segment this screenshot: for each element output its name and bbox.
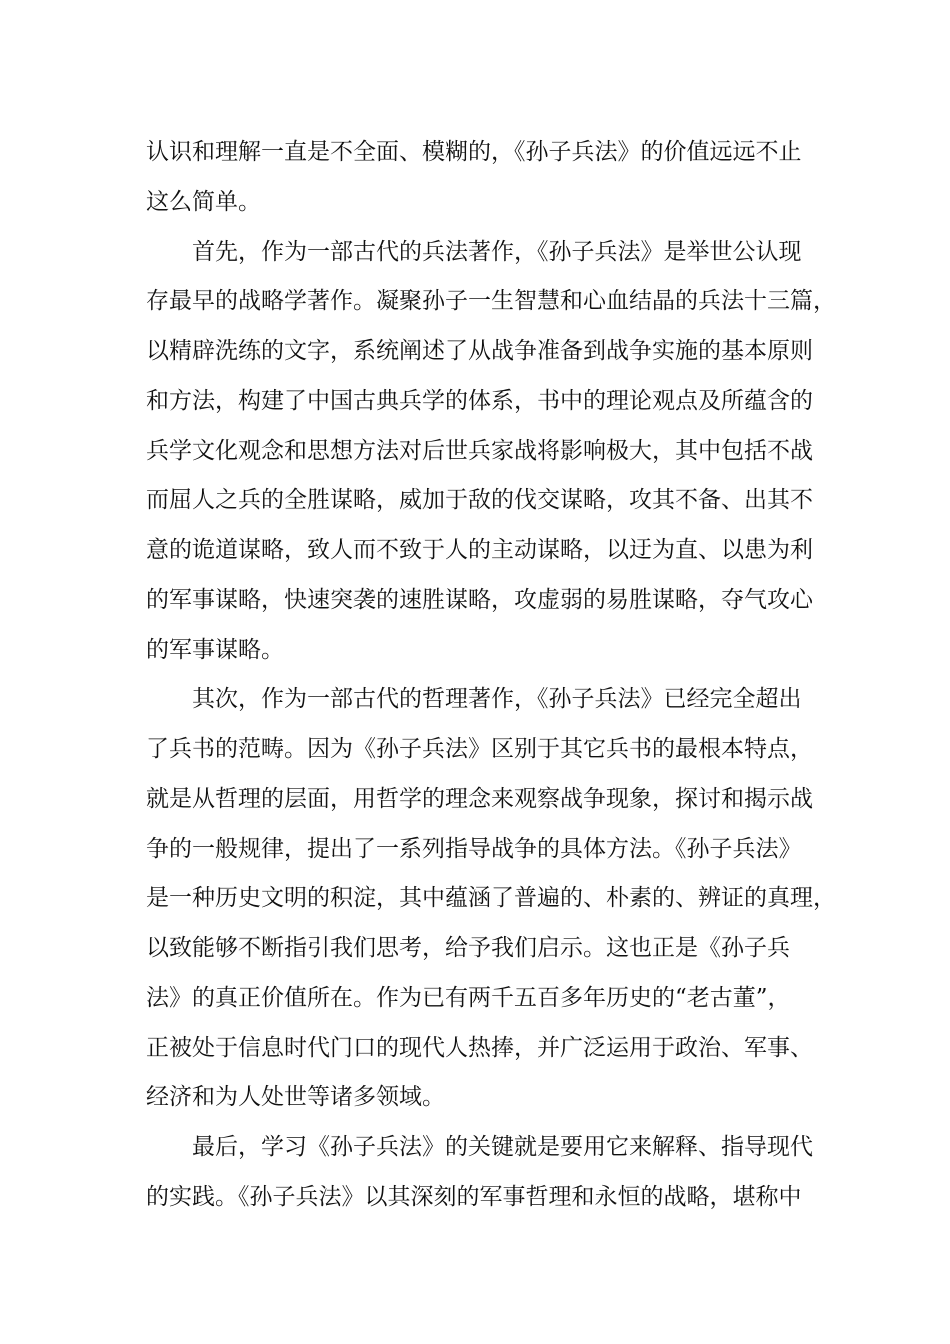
- text-line: 以精辟洗练的文字，系统阐述了从战争准备到战争实施的基本原则: [146, 338, 813, 364]
- text-line: 以致能够不断指引我们思考，给予我们启示。这也正是《孙子兵: [146, 935, 790, 961]
- text-line: 首先，作为一部古代的兵法著作，《孙子兵法》是举世公认现: [192, 238, 802, 265]
- text-line: 是一种历史文明的积淀，其中蕴涵了普遍的、朴素的、辨证的真理，: [146, 885, 836, 912]
- text-line: 认识和理解一直是不全面、模糊的，《孙子兵法》的价值远远不止: [146, 139, 802, 165]
- text-line: 这么简单。: [146, 188, 261, 215]
- text-line: 存最早的战略学著作。凝聚孙子一生智慧和心血结晶的兵法十三篇，: [146, 288, 836, 315]
- text-line: 和方法，构建了中国古典兵学的体系，书中的理论观点及所蕴含的: [146, 387, 813, 414]
- text-line: 兵学文化观念和思想方法对后世兵家战将影响极大，其中包括不战: [146, 437, 813, 464]
- text-line: 的实践。《孙子兵法》以其深刻的军事哲理和永恒的战略，堪称中: [146, 1183, 802, 1210]
- paragraph-final-point: [146, 1123, 836, 1223]
- paragraph-first-point: [146, 228, 836, 676]
- text-line: 其次，作为一部古代的哲理著作，《孙子兵法》已经完全超出: [192, 686, 802, 713]
- text-line: 经济和为人处世等诸多领域。: [146, 1084, 445, 1111]
- paragraph-second-point: [146, 675, 836, 1123]
- text-line: 法》的真正价值所在。作为已有两千五百多年历史的“老古董”，: [146, 984, 791, 1011]
- text-line: 了兵书的范畴。因为《孙子兵法》区别于其它兵书的最根本特点，: [146, 736, 813, 762]
- paragraph-intro-continuation: [146, 128, 836, 228]
- text-line: 的军事谋略，快速突袭的速胜谋略，攻虚弱的易胜谋略，夺气攻心: [146, 586, 813, 613]
- text-line: 最后，学习《孙子兵法》的关键就是要用它来解释、指导现代: [192, 1134, 813, 1160]
- text-line: 意的诡道谋略，致人而不致于人的主动谋略，以迂为直、以患为利: [146, 537, 813, 563]
- text-line: 而屈人之兵的全胜谋略，威加于敌的伐交谋略，攻其不备、出其不: [146, 487, 813, 514]
- text-line: 正被处于信息时代门口的现代人热捧，并广泛运用于政治、军事、: [146, 1034, 813, 1061]
- text-line: 的军事谋略。: [146, 636, 284, 663]
- text-line: 争的一般规律，提出了一系列指导战争的具体方法。《孙子兵法》: [146, 835, 802, 862]
- text-line: 就是从哲理的层面，用哲学的理念来观察战争现象，探讨和揭示战: [146, 785, 813, 812]
- document-body: [146, 128, 836, 1223]
